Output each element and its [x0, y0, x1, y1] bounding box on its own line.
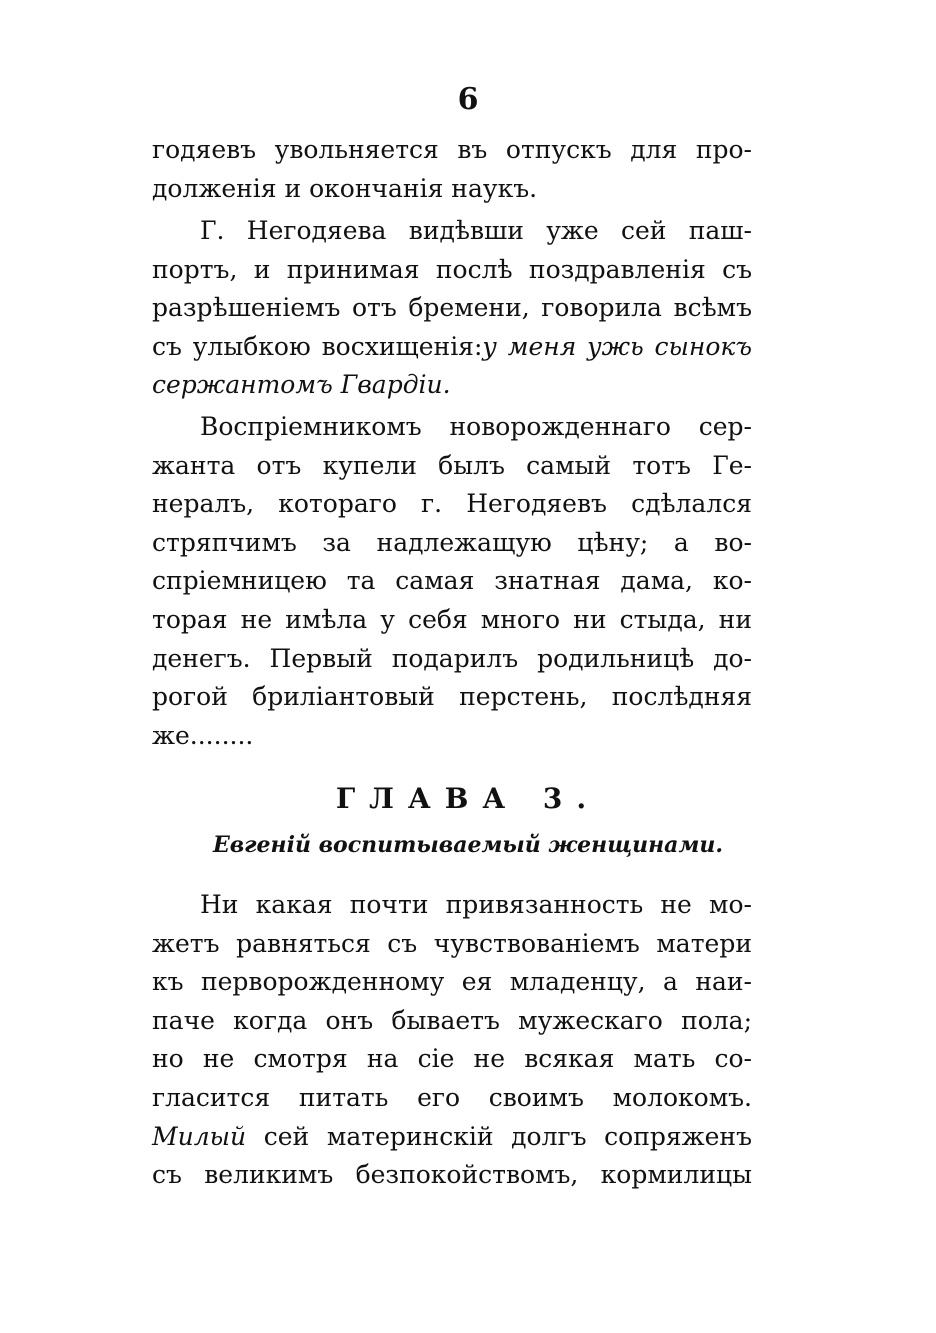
text-line: Г. Негодяева видѣвши уже сей пaш- [200, 216, 752, 245]
text-line: къ перворожденному ея младенцу, а наи- [152, 967, 752, 997]
paragraph-4 [152, 886, 752, 1195]
text-line: разрѣшеніемъ отъ бремени, говорила всѣмъ [152, 293, 752, 323]
page-number: 6 [457, 82, 479, 117]
text-line: паче когда онъ бываетъ мужескаго пола; [152, 1005, 752, 1035]
text-segment: съ улыбкою восхищенія: [152, 331, 483, 361]
chapter-title: ГЛАВА 3. [335, 782, 601, 815]
text-line: жанта отъ купели былъ самый тотъ Ге- [152, 450, 752, 480]
text-line: гласится питать его своимъ молокомъ. [152, 1082, 752, 1112]
text-line: Ни какая почти привязанность не мо- [200, 890, 752, 919]
text-line: же........ [152, 720, 254, 750]
text-line: спріемницею та самая знатная дама, ко- [152, 566, 752, 596]
text-line: Воспріемникомъ новорожденнаго сер- [200, 412, 752, 441]
text-line: портъ, и принимая послѣ поздравленія съ [152, 254, 752, 284]
chapter-subtitle: Евгеній воспитываемый женщинами. [212, 832, 724, 858]
text-line: рогой бриліантовый перстень, послѣдняя [152, 682, 752, 712]
text-line [152, 1118, 752, 1157]
text-line [152, 328, 752, 367]
text-line: денегъ. Первый подарилъ родильницѣ до- [152, 643, 752, 673]
text-line: нералъ, котораго г. Негодяевъ сдѣлался [152, 489, 752, 519]
paragraph-1 [152, 131, 752, 208]
text-line: долженія и окончанія наукъ. [152, 173, 538, 203]
quote-italic: у меня ужь сынокъ [482, 331, 753, 361]
text-line: жетъ равняться съ чувствованіемъ матери [152, 928, 752, 958]
text-line: съ великимъ безпокойствомъ, кормилицы [152, 1160, 752, 1190]
text-line: годяевъ увольняется въ отпускъ для про- [152, 135, 752, 164]
italic-word: Милый [152, 1121, 247, 1151]
text-line: но не смотря на сіе не всякая мать со- [152, 1044, 752, 1074]
paragraph-3 [152, 408, 752, 755]
paragraph-2 [152, 212, 752, 405]
text-line: стряпчимъ за надлежащую цѣну; а во- [152, 527, 752, 557]
text-line: сержантомъ Гвардіи. [152, 370, 451, 400]
text-line: торая не имѣла у себя много ни стыда, ни [152, 604, 752, 634]
text-segment: сей материнскій долгъ сопряженъ [263, 1121, 752, 1151]
